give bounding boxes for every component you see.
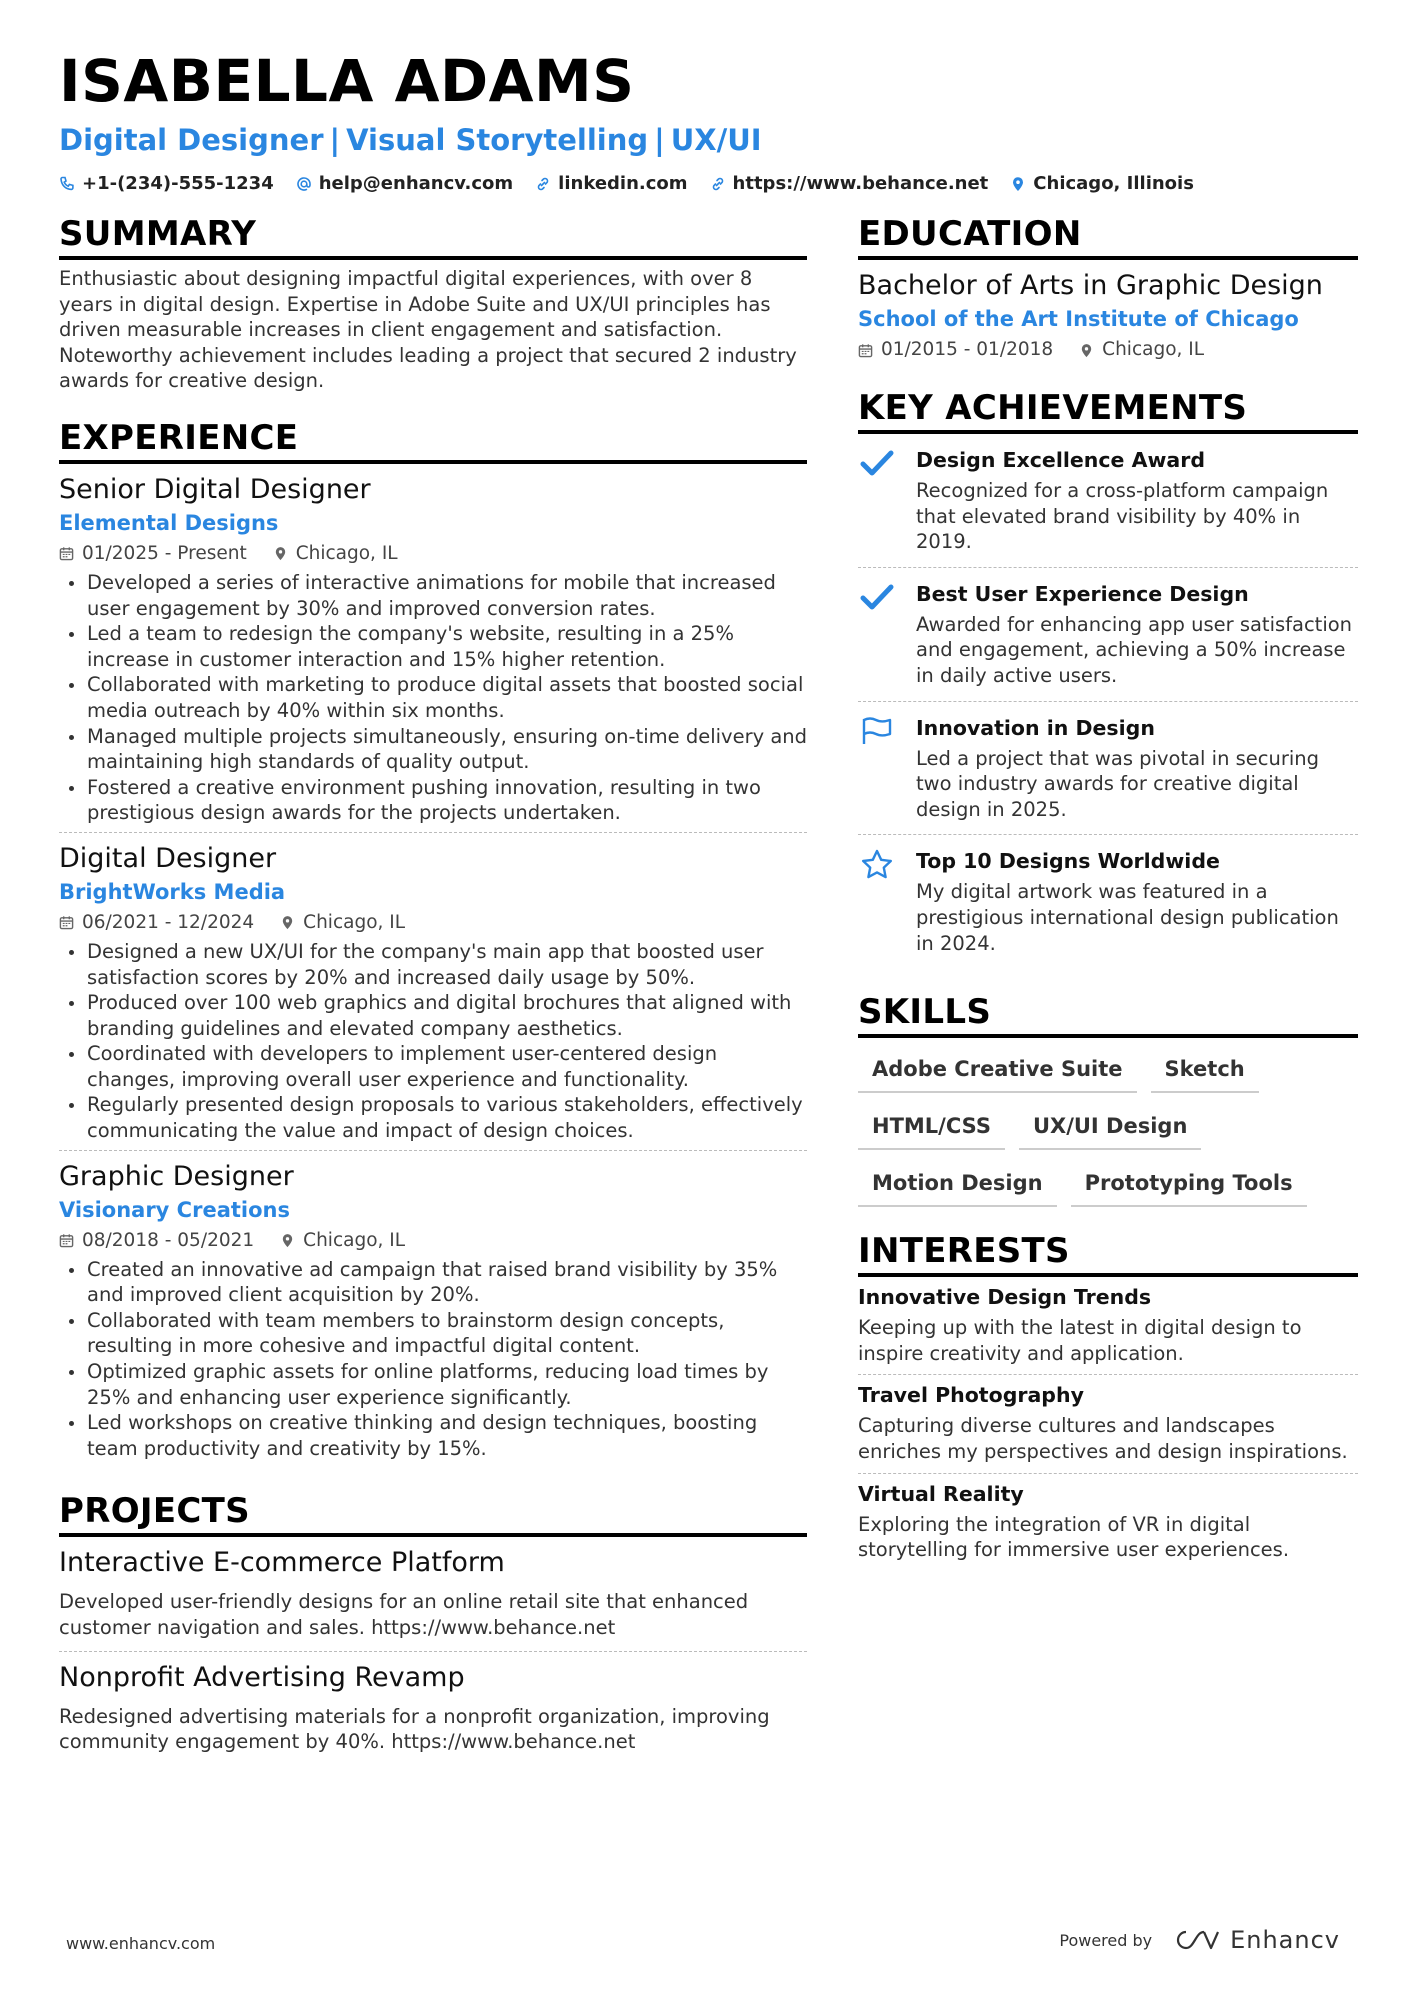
dates-text: 06/2021 - 12/2024 <box>82 911 255 933</box>
location-pin-icon <box>280 1233 295 1248</box>
bullet-item: Created an innovative ad campaign that raised brand visibility by 35% and improved client acquisition by 20%. <box>59 1257 807 1308</box>
calendar-icon <box>858 343 873 358</box>
contact-text: linkedin.com <box>558 173 688 194</box>
achievement-item <box>858 835 1358 968</box>
candidate-name: ISABELLA ADAMS <box>59 47 635 115</box>
bullet-item: Managed multiple projects simultaneously, ensuring on-time delivery and maintaining high standards of quality output. <box>59 724 807 775</box>
title-separator: | <box>329 123 341 157</box>
checkmark-icon <box>860 582 894 612</box>
interest-item <box>858 1375 1358 1473</box>
calendar-icon <box>59 546 74 561</box>
experience-item <box>59 833 807 1151</box>
experience-section <box>59 418 807 1467</box>
interest-item <box>858 1474 1358 1571</box>
interest-description: Exploring the integration of VR in digital storytelling for immersive user experiences. <box>858 1512 1290 1562</box>
achievement-icon-wrap <box>858 714 896 823</box>
project-item <box>59 1652 807 1765</box>
interest-title: Innovative Design Trends <box>858 1285 1152 1310</box>
achievement-description: Awarded for enhancing app user satisfaction and engagement, achieving a 50% increase in daily active users. <box>916 612 1353 687</box>
contact-text: Chicago, Illinois <box>1033 173 1194 194</box>
skills-section <box>858 992 1358 1207</box>
job-meta <box>59 909 807 937</box>
section-heading: INTERESTS <box>858 1231 1358 1277</box>
projects-section <box>59 1491 807 1764</box>
powered-by-label: Powered by <box>1059 1930 1153 1950</box>
location-text: Chicago, IL <box>303 911 406 933</box>
degree-title: Bachelor of Arts in Graphic Design <box>858 270 1323 301</box>
skills-list <box>858 1038 1358 1207</box>
achievements-section <box>858 388 1358 968</box>
checkmark-icon <box>860 448 894 478</box>
title-part: UX/UI <box>670 123 762 157</box>
job-meta <box>59 1227 807 1255</box>
enhancv-logo-icon <box>1174 1928 1220 1952</box>
contact-bar <box>59 172 1359 196</box>
bullet-item: Led workshops on creative thinking and design techniques, boosting team productivity and creativity by 15%. <box>59 1410 807 1461</box>
section-heading: KEY ACHIEVEMENTS <box>858 388 1358 434</box>
job-location <box>273 540 398 568</box>
contact-email[interactable] <box>296 172 513 196</box>
project-description: Redesigned advertising materials for a nonprofit organization, improving community engagement by 40%. https://www.behance.net <box>59 1704 770 1754</box>
bullet-item: Optimized graphic assets for online platforms, reducing load times by 25% and enhancing user experience significantly. <box>59 1359 807 1410</box>
skill-tag: Prototyping Tools <box>1071 1164 1307 1207</box>
project-description: Developed user-friendly designs for an online retail site that enhanced customer navigation and sales. https://www.behance.net <box>59 1590 749 1639</box>
contact-text: +1-(234)-555-1234 <box>82 173 274 194</box>
bullet-list <box>59 570 807 826</box>
job-meta <box>59 540 807 568</box>
company-name: BrightWorks Media <box>59 879 286 904</box>
location-pin-icon <box>273 546 288 561</box>
title-separator: | <box>654 123 665 157</box>
enhancv-logo[interactable] <box>1174 1926 1340 1954</box>
contact-text: https://www.behance.net <box>732 173 989 194</box>
job-role: Senior Digital Designer <box>59 473 371 505</box>
title-part: Digital Designer <box>59 123 324 157</box>
dates-text: 01/2015 - 01/2018 <box>881 339 1054 360</box>
achievement-title: Innovation in Design <box>916 715 1155 740</box>
phone-icon <box>59 176 75 192</box>
job-role: Digital Designer <box>59 842 277 874</box>
job-role: Graphic Designer <box>59 1160 294 1192</box>
project-title: Nonprofit Advertising Revamp <box>59 1661 465 1693</box>
link-icon <box>535 176 551 192</box>
interest-description: Keeping up with the latest in digital design to inspire creativity and application. <box>858 1316 1302 1365</box>
location-text: Chicago, IL <box>295 542 398 564</box>
dates-text: 08/2018 - 05/2021 <box>82 1229 255 1251</box>
achievement-title: Best User Experience Design <box>916 581 1249 606</box>
experience-item <box>59 464 807 833</box>
bullet-item: Collaborated with team members to brainstorm design concepts, resulting in more cohesive and impactful digital content. <box>59 1308 807 1359</box>
bullet-item: Produced over 100 web graphics and digital brochures that aligned with branding guidelines and elevated company aesthetics. <box>59 990 807 1041</box>
footer-website[interactable]: www.enhancv.com <box>66 1934 216 1953</box>
bullet-item: Regularly presented design proposals to various stakeholders, effectively communicating the value and impact of design choices. <box>59 1092 807 1143</box>
section-heading: SUMMARY <box>59 214 807 260</box>
job-dates <box>59 909 254 937</box>
job-dates <box>59 540 247 568</box>
location-text: Chicago, IL <box>303 1229 406 1251</box>
contact-linkedin[interactable] <box>535 172 687 196</box>
bullet-item: Fostered a creative environment pushing innovation, resulting in two prestigious design awards for the projects undertaken. <box>59 775 807 826</box>
achievement-description: Recognized for a cross-platform campaign that elevated brand visibility by 40% in 2019. <box>916 479 1329 554</box>
candidate-title <box>59 122 1359 158</box>
company-name: Elemental Designs <box>59 510 279 535</box>
project-item <box>59 1537 807 1651</box>
job-dates <box>59 1227 254 1255</box>
experience-item <box>59 1151 807 1468</box>
title-part: Visual Storytelling <box>346 123 649 157</box>
skill-tag: UX/UI Design <box>1019 1107 1201 1150</box>
contact-portfolio[interactable] <box>710 172 989 196</box>
interest-title: Virtual Reality <box>858 1481 1024 1506</box>
location-pin-icon <box>1079 343 1094 358</box>
flag-icon <box>860 716 894 746</box>
achievement-icon-wrap <box>858 580 896 689</box>
education-section <box>858 214 1358 364</box>
achievement-item <box>858 702 1358 836</box>
achievement-description: My digital artwork was featured in a prestigious international design publication in 2024. <box>916 880 1339 955</box>
achievement-title: Top 10 Designs Worldwide <box>916 849 1220 874</box>
interest-title: Travel Photography <box>858 1383 1084 1408</box>
achievement-item <box>858 568 1358 702</box>
footer-branding <box>1059 1926 1340 1954</box>
education-dates <box>858 336 1053 364</box>
summary-section <box>59 214 807 394</box>
link-icon <box>710 176 726 192</box>
star-icon <box>860 849 894 879</box>
location-pin-icon <box>280 915 295 930</box>
education-meta <box>858 336 1358 364</box>
skill-tag: Adobe Creative Suite <box>858 1050 1137 1093</box>
contact-phone[interactable] <box>59 172 274 196</box>
skill-tag: Sketch <box>1151 1050 1259 1093</box>
at-icon <box>296 176 312 192</box>
right-column <box>858 214 1358 1595</box>
calendar-icon <box>59 915 74 930</box>
section-heading: PROJECTS <box>59 1491 807 1537</box>
bullet-item: Collaborated with marketing to produce digital assets that boosted social media outreach by 40% within six months. <box>59 672 807 723</box>
dates-text: 01/2025 - Present <box>82 542 247 564</box>
skill-tag: Motion Design <box>858 1164 1057 1207</box>
company-name: Visionary Creations <box>59 1197 290 1222</box>
achievement-icon-wrap <box>858 847 896 956</box>
bullet-item: Led a team to redesign the company's website, resulting in a 25% increase in customer interaction and 15% higher retention. <box>59 621 807 672</box>
section-heading: EDUCATION <box>858 214 1358 260</box>
calendar-icon <box>59 1233 74 1248</box>
interest-item <box>858 1277 1358 1375</box>
summary-text: Enthusiastic about designing impactful digital experiences, with over 8 years in digital design. Expertise in Adobe Suite and UX/UI principles has driven measurable increases in client engagement and satisfaction. Noteworthy achievement includes leading a project that secured 2 industry awards for creative design. <box>59 267 797 393</box>
section-heading: EXPERIENCE <box>59 418 807 464</box>
job-location <box>280 1227 405 1255</box>
interests-section <box>858 1231 1358 1571</box>
location-pin-icon <box>1010 176 1026 192</box>
skill-tag: HTML/CSS <box>858 1107 1005 1150</box>
achievement-item <box>858 434 1358 568</box>
resume-header <box>59 48 1359 196</box>
bullet-item: Coordinated with developers to implement user-centered design changes, improving overall user experience and functionality. <box>59 1041 807 1092</box>
brand-name: Enhancv <box>1230 1926 1340 1954</box>
achievement-description: Led a project that was pivotal in securing two industry awards for creative digital design in 2025. <box>916 746 1320 821</box>
bullet-list <box>59 939 807 1144</box>
job-location <box>280 909 405 937</box>
education-location <box>1079 336 1204 364</box>
achievement-icon-wrap <box>858 446 896 555</box>
project-title: Interactive E-commerce Platform <box>59 1547 505 1579</box>
bullet-item: Developed a series of interactive animations for mobile that increased user engagement by 30% and improved conversion rates. <box>59 570 807 621</box>
location-text: Chicago, IL <box>1102 339 1205 360</box>
left-column <box>59 214 807 1789</box>
bullet-list <box>59 1257 807 1462</box>
contact-text: help@enhancv.com <box>318 173 514 194</box>
interest-description: Capturing diverse cultures and landscapes enriches my perspectives and design inspirations. <box>858 1414 1348 1463</box>
school-name: School of the Art Institute of Chicago <box>858 307 1299 331</box>
contact-location <box>1010 172 1194 196</box>
section-heading: SKILLS <box>858 992 1358 1038</box>
bullet-item: Designed a new UX/UI for the company's main app that boosted user satisfaction scores by 20% and increased daily usage by 50%. <box>59 939 807 990</box>
achievement-title: Design Excellence Award <box>916 448 1206 472</box>
